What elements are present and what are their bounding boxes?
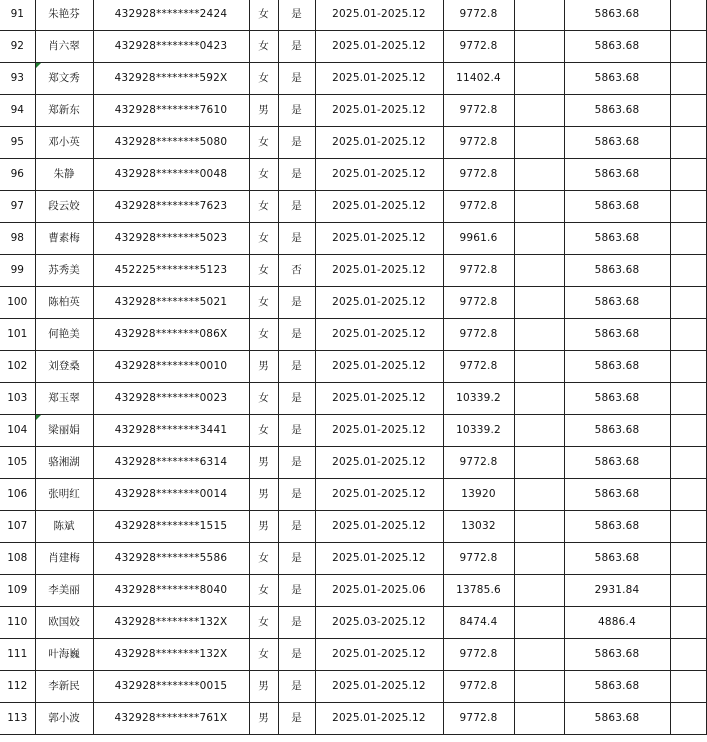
- row-number: 108: [0, 543, 35, 575]
- id-number-cell: 432928********0048: [93, 159, 249, 191]
- period-cell: 2025.01-2025.12: [315, 703, 443, 735]
- table-row: [0, 639, 706, 671]
- gender-cell: 男: [249, 351, 278, 383]
- amount-cell: 9772.8: [443, 255, 514, 287]
- blank-cell: [514, 415, 564, 447]
- subsidy-cell: 5863.68: [564, 95, 670, 127]
- subsidy-cell: 4886.4: [564, 607, 670, 639]
- amount-cell: 13920: [443, 479, 514, 511]
- period-cell: 2025.01-2025.12: [315, 383, 443, 415]
- subsidy-cell: 5863.68: [564, 383, 670, 415]
- subsidy-cell: 5863.68: [564, 479, 670, 511]
- table-row: [0, 95, 706, 127]
- gender-cell: 女: [249, 31, 278, 63]
- gender-cell: 女: [249, 639, 278, 671]
- row-number: 97: [0, 191, 35, 223]
- gender-cell: 男: [249, 703, 278, 735]
- name-cell: 陈斌: [35, 511, 93, 543]
- note-cell: [670, 383, 706, 415]
- blank-cell: [514, 0, 564, 31]
- gender-cell: 女: [249, 0, 278, 31]
- blank-cell: [514, 607, 564, 639]
- subsidy-cell: 5863.68: [564, 127, 670, 159]
- blank-cell: [514, 31, 564, 63]
- blank-cell: [514, 287, 564, 319]
- note-cell: [670, 0, 706, 31]
- blank-cell: [514, 63, 564, 95]
- gender-cell: 女: [249, 287, 278, 319]
- subsidy-cell: 5863.68: [564, 447, 670, 479]
- note-cell: [670, 639, 706, 671]
- blank-cell: [514, 319, 564, 351]
- blank-cell: [514, 127, 564, 159]
- row-number: 99: [0, 255, 35, 287]
- status-cell: 是: [278, 287, 315, 319]
- id-number-cell: 432928********5586: [93, 543, 249, 575]
- period-cell: 2025.01-2025.12: [315, 319, 443, 351]
- status-cell: 是: [278, 159, 315, 191]
- period-cell: 2025.01-2025.12: [315, 255, 443, 287]
- gender-cell: 女: [249, 575, 278, 607]
- status-cell: 是: [278, 127, 315, 159]
- blank-cell: [514, 95, 564, 127]
- note-cell: [670, 543, 706, 575]
- row-number: 98: [0, 223, 35, 255]
- table-row: [0, 31, 706, 63]
- blank-cell: [514, 543, 564, 575]
- amount-cell: 9772.8: [443, 447, 514, 479]
- subsidy-cell: 5863.68: [564, 703, 670, 735]
- table-row: [0, 543, 706, 575]
- period-cell: 2025.01-2025.12: [315, 159, 443, 191]
- id-number-cell: 432928********592X: [93, 63, 249, 95]
- row-number: 111: [0, 639, 35, 671]
- table-row: [0, 159, 706, 191]
- note-cell: [670, 415, 706, 447]
- table-row: [0, 447, 706, 479]
- name-cell: 肖建梅: [35, 543, 93, 575]
- amount-cell: 9772.8: [443, 543, 514, 575]
- period-cell: 2025.01-2025.12: [315, 287, 443, 319]
- blank-cell: [514, 479, 564, 511]
- status-cell: 否: [278, 255, 315, 287]
- blank-cell: [514, 447, 564, 479]
- period-cell: 2025.01-2025.12: [315, 0, 443, 31]
- name-cell: 骆湘湖: [35, 447, 93, 479]
- period-cell: 2025.01-2025.12: [315, 639, 443, 671]
- period-cell: 2025.01-2025.12: [315, 127, 443, 159]
- name-cell: 陈柏英: [35, 287, 93, 319]
- amount-cell: 9772.8: [443, 351, 514, 383]
- status-cell: 是: [278, 639, 315, 671]
- name-cell: 郑玉翠: [35, 383, 93, 415]
- name-cell: 邓小英: [35, 127, 93, 159]
- row-number: 101: [0, 319, 35, 351]
- amount-cell: 9772.8: [443, 703, 514, 735]
- note-cell: [670, 671, 706, 703]
- subsidy-cell: 5863.68: [564, 415, 670, 447]
- amount-cell: 13785.6: [443, 575, 514, 607]
- period-cell: 2025.01-2025.12: [315, 223, 443, 255]
- row-number: 104: [0, 415, 35, 447]
- row-number: 100: [0, 287, 35, 319]
- row-number: 110: [0, 607, 35, 639]
- amount-cell: 9772.8: [443, 639, 514, 671]
- gender-cell: 女: [249, 543, 278, 575]
- id-number-cell: 432928********8040: [93, 575, 249, 607]
- period-cell: 2025.01-2025.12: [315, 543, 443, 575]
- row-number: 112: [0, 671, 35, 703]
- note-cell: [670, 127, 706, 159]
- table-row: [0, 223, 706, 255]
- id-number-cell: 432928********7610: [93, 95, 249, 127]
- table-row: [0, 575, 706, 607]
- table-row: [0, 607, 706, 639]
- table-row: [0, 511, 706, 543]
- gender-cell: 女: [249, 159, 278, 191]
- table-row: [0, 287, 706, 319]
- amount-cell: 10339.2: [443, 415, 514, 447]
- name-cell: 曹素梅: [35, 223, 93, 255]
- status-cell: 是: [278, 191, 315, 223]
- gender-cell: 女: [249, 383, 278, 415]
- id-number-cell: 432928********0014: [93, 479, 249, 511]
- row-number: 106: [0, 479, 35, 511]
- subsidy-cell: 5863.68: [564, 351, 670, 383]
- note-cell: [670, 575, 706, 607]
- row-number: 95: [0, 127, 35, 159]
- amount-cell: 9772.8: [443, 671, 514, 703]
- id-number-cell: 432928********7623: [93, 191, 249, 223]
- row-number: 107: [0, 511, 35, 543]
- blank-cell: [514, 351, 564, 383]
- period-cell: 2025.01-2025.12: [315, 671, 443, 703]
- subsidy-cell: 5863.68: [564, 159, 670, 191]
- subsidy-cell: 5863.68: [564, 287, 670, 319]
- gender-cell: 女: [249, 63, 278, 95]
- amount-cell: 8474.4: [443, 607, 514, 639]
- status-cell: 是: [278, 607, 315, 639]
- gender-cell: 女: [249, 191, 278, 223]
- name-cell: 朱艳芬: [35, 0, 93, 31]
- row-number: 96: [0, 159, 35, 191]
- note-cell: [670, 319, 706, 351]
- id-number-cell: 432928********0015: [93, 671, 249, 703]
- blank-cell: [514, 191, 564, 223]
- status-cell: 是: [278, 63, 315, 95]
- status-cell: 是: [278, 415, 315, 447]
- note-cell: [670, 607, 706, 639]
- name-cell: 朱静: [35, 159, 93, 191]
- amount-cell: 9772.8: [443, 95, 514, 127]
- gender-cell: 女: [249, 415, 278, 447]
- amount-cell: 9772.8: [443, 31, 514, 63]
- table-row: [0, 415, 706, 447]
- note-cell: [670, 255, 706, 287]
- note-cell: [670, 511, 706, 543]
- name-cell: 梁丽娟: [35, 415, 93, 447]
- period-cell: 2025.01-2025.06: [315, 575, 443, 607]
- subsidy-cell: 5863.68: [564, 31, 670, 63]
- gender-cell: 女: [249, 127, 278, 159]
- id-number-cell: 432928********5021: [93, 287, 249, 319]
- row-number: 113: [0, 703, 35, 735]
- status-cell: 是: [278, 671, 315, 703]
- period-cell: 2025.01-2025.12: [315, 415, 443, 447]
- row-number: 102: [0, 351, 35, 383]
- amount-cell: 9772.8: [443, 287, 514, 319]
- blank-cell: [514, 255, 564, 287]
- name-cell: 肖六翠: [35, 31, 93, 63]
- subsidy-cell: 5863.68: [564, 543, 670, 575]
- blank-cell: [514, 223, 564, 255]
- note-cell: [670, 479, 706, 511]
- blank-cell: [514, 511, 564, 543]
- subsidy-cell: 5863.68: [564, 639, 670, 671]
- period-cell: 2025.01-2025.12: [315, 479, 443, 511]
- id-number-cell: 432928********086X: [93, 319, 249, 351]
- gender-cell: 女: [249, 319, 278, 351]
- row-number: 109: [0, 575, 35, 607]
- table-row: [0, 383, 706, 415]
- id-number-cell: 452225********5123: [93, 255, 249, 287]
- id-number-cell: 432928********761X: [93, 703, 249, 735]
- table-row: [0, 191, 706, 223]
- id-number-cell: 432928********132X: [93, 607, 249, 639]
- row-number: 94: [0, 95, 35, 127]
- note-cell: [670, 223, 706, 255]
- amount-cell: 10339.2: [443, 383, 514, 415]
- name-cell: 李美丽: [35, 575, 93, 607]
- subsidy-cell: 5863.68: [564, 255, 670, 287]
- name-cell: 叶海巍: [35, 639, 93, 671]
- note-cell: [670, 31, 706, 63]
- subsidy-cell: 5863.68: [564, 63, 670, 95]
- name-cell: 欧国姣: [35, 607, 93, 639]
- note-cell: [670, 191, 706, 223]
- id-number-cell: 432928********0423: [93, 31, 249, 63]
- name-cell: 苏秀美: [35, 255, 93, 287]
- amount-cell: 11402.4: [443, 63, 514, 95]
- period-cell: 2025.01-2025.12: [315, 191, 443, 223]
- subsidy-cell: 5863.68: [564, 671, 670, 703]
- blank-cell: [514, 671, 564, 703]
- blank-cell: [514, 703, 564, 735]
- note-cell: [670, 95, 706, 127]
- table-row: [0, 63, 706, 95]
- period-cell: 2025.01-2025.12: [315, 447, 443, 479]
- name-cell: 郭小波: [35, 703, 93, 735]
- row-number: 91: [0, 0, 35, 31]
- id-number-cell: 432928********0023: [93, 383, 249, 415]
- table-row: [0, 255, 706, 287]
- amount-cell: 13032: [443, 511, 514, 543]
- blank-cell: [514, 575, 564, 607]
- subsidy-cell: 5863.68: [564, 511, 670, 543]
- gender-cell: 女: [249, 255, 278, 287]
- name-cell: 张明红: [35, 479, 93, 511]
- note-cell: [670, 159, 706, 191]
- period-cell: 2025.01-2025.12: [315, 511, 443, 543]
- status-cell: 是: [278, 575, 315, 607]
- status-cell: 是: [278, 95, 315, 127]
- row-number: 93: [0, 63, 35, 95]
- gender-cell: 女: [249, 223, 278, 255]
- id-number-cell: 432928********5080: [93, 127, 249, 159]
- table-row: [0, 127, 706, 159]
- amount-cell: 9961.6: [443, 223, 514, 255]
- id-number-cell: 432928********1515: [93, 511, 249, 543]
- status-cell: 是: [278, 0, 315, 31]
- note-cell: [670, 287, 706, 319]
- subsidy-cell: 5863.68: [564, 319, 670, 351]
- note-cell: [670, 447, 706, 479]
- table-row: [0, 351, 706, 383]
- row-number: 103: [0, 383, 35, 415]
- amount-cell: 9772.8: [443, 191, 514, 223]
- status-cell: 是: [278, 383, 315, 415]
- amount-cell: 9772.8: [443, 319, 514, 351]
- table-row: [0, 0, 706, 31]
- amount-cell: 9772.8: [443, 159, 514, 191]
- amount-cell: 9772.8: [443, 0, 514, 31]
- note-cell: [670, 63, 706, 95]
- status-cell: 是: [278, 447, 315, 479]
- period-cell: 2025.01-2025.12: [315, 95, 443, 127]
- status-cell: 是: [278, 703, 315, 735]
- status-cell: 是: [278, 31, 315, 63]
- status-cell: 是: [278, 511, 315, 543]
- period-cell: 2025.03-2025.12: [315, 607, 443, 639]
- name-cell: 郑新东: [35, 95, 93, 127]
- subsidy-cell: 5863.68: [564, 191, 670, 223]
- amount-cell: 9772.8: [443, 127, 514, 159]
- name-cell: 郑文秀: [35, 63, 93, 95]
- status-cell: 是: [278, 223, 315, 255]
- gender-cell: 男: [249, 479, 278, 511]
- name-cell: 段云姣: [35, 191, 93, 223]
- row-number: 105: [0, 447, 35, 479]
- table-row: [0, 479, 706, 511]
- status-cell: 是: [278, 543, 315, 575]
- name-cell: 何艳美: [35, 319, 93, 351]
- subsidy-cell: 5863.68: [564, 223, 670, 255]
- subsidy-cell: 5863.68: [564, 0, 670, 31]
- status-cell: 是: [278, 479, 315, 511]
- period-cell: 2025.01-2025.12: [315, 31, 443, 63]
- id-number-cell: 432928********0010: [93, 351, 249, 383]
- id-number-cell: 432928********6314: [93, 447, 249, 479]
- id-number-cell: 432928********2424: [93, 0, 249, 31]
- gender-cell: 男: [249, 671, 278, 703]
- id-number-cell: 432928********5023: [93, 223, 249, 255]
- blank-cell: [514, 159, 564, 191]
- row-number: 92: [0, 31, 35, 63]
- name-cell: 刘登桑: [35, 351, 93, 383]
- note-cell: [670, 703, 706, 735]
- gender-cell: 女: [249, 607, 278, 639]
- table-row: [0, 703, 706, 735]
- period-cell: 2025.01-2025.12: [315, 63, 443, 95]
- period-cell: 2025.01-2025.12: [315, 351, 443, 383]
- status-cell: 是: [278, 351, 315, 383]
- status-cell: 是: [278, 319, 315, 351]
- id-number-cell: 432928********132X: [93, 639, 249, 671]
- subsidy-cell: 2931.84: [564, 575, 670, 607]
- table-row: [0, 319, 706, 351]
- blank-cell: [514, 639, 564, 671]
- id-number-cell: 432928********3441: [93, 415, 249, 447]
- blank-cell: [514, 383, 564, 415]
- gender-cell: 男: [249, 95, 278, 127]
- gender-cell: 男: [249, 447, 278, 479]
- note-cell: [670, 351, 706, 383]
- table-row: [0, 671, 706, 703]
- gender-cell: 男: [249, 511, 278, 543]
- name-cell: 李新民: [35, 671, 93, 703]
